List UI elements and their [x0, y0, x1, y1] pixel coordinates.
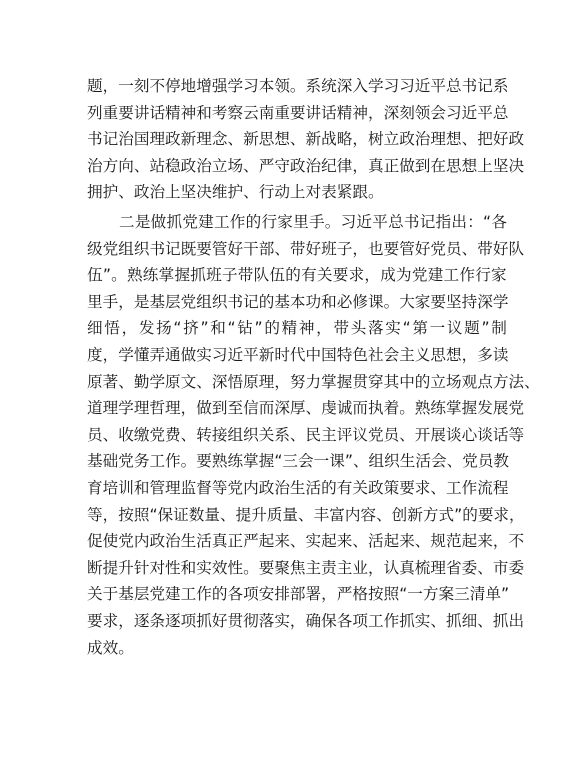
paragraph-line: 要 求 ， 逐 条 逐 项 抓 好 贯 彻 落 实 ， 确 保 各 项 工 作 抓 实 、 抓 细 、 抓 出 [87, 611, 525, 630]
paragraph-line: 细 悟 ， 发 扬 “ 挤 ” 和 “ 钻 ” 的 精 神 ， 带 头 落 实 “ 第 一 议 题 ” 制 [87, 319, 507, 338]
paragraph-line: 治 方 向 、 站 稳 政 治 立 场 、 严 守 政 治 纪 律 ， 真 正 做 到 在 思 想 上 坚 决 [87, 156, 525, 175]
paragraph-line: 基 础 党 务 工 作 。 要 熟 练 掌 握 “ 三 会 一 课 ” 、 组 织 生 活 会 、 党 员 教 [87, 452, 510, 471]
paragraph-line: 伍 ” 。 熟 练 掌 握 抓 班 子 带 队 伍 的 有 关 要 求 ， 成 为 党 建 工 作 行 家 [87, 266, 507, 285]
paragraph-line: 促 使 党 内 政 治 生 活 真 正 严 起 来 、 实 起 来 、 活 起 来 、 规 范 起 来 ， 不 [87, 532, 525, 551]
paragraph-1 [87, 73, 525, 206]
paragraph-line: 里 手 ， 是 基 层 党 组 织 书 记 的 基 本 功 和 必 修 课 。 大 家 要 坚 持 深 学 [87, 292, 509, 311]
paragraph-line: 成 效 。 [87, 638, 134, 657]
paragraph-line: 级 党 组 织 书 记 既 要 管 好 干 部 、 带 好 班 子 ， 也 要 管 好 党 员 、 带 好 队 [87, 239, 525, 258]
paragraph-line: 拥 护 、 政 治 上 坚 决 维 护 、 行 动 上 对 表 紧 跟 。 [87, 183, 384, 202]
paragraph-line: 等 ， 按 照 “ 保 证 数 量 、 提 升 质 量 、 丰 富 内 容 、 创 新 方 式 ” 的 要 求 ， [87, 505, 525, 524]
paragraph-line: 原 著 、 勤 学 原 文 、 深 悟 原 理 ， 努 力 掌 握 贯 穿 其 中 的 立 场 观 点 方 法 、 [87, 372, 540, 391]
paragraph-line: 关 于 基 层 党 建 工 作 的 各 项 安 排 部 署 ， 严 格 按 照 “ 一 方 案 三 清 单 ” [87, 585, 510, 604]
paragraph-line: 员 、 收 缴 党 费 、 转 接 组 织 关 系 、 民 主 评 议 党 员 、 开 展 谈 心 谈 话 等 [87, 425, 525, 444]
paragraph-line: 二 是 做 抓 党 建 工 作 的 行 家 里 手 。 习 近 平 总 书 记 指 出 ： “ 各 [119, 213, 507, 231]
paragraph-line: 道 理 学 理 哲 理 ， 做 到 至 信 而 深 厚 、 虔 诚 而 执 着 。 熟 练 掌 握 发 展 党 [87, 399, 525, 418]
paragraph-line: 题 ， 一 刻 不 停 地 增 强 学 习 本 领 。 系 统 深 入 学 习 习 近 平 总 书 记 系 [87, 77, 509, 95]
paragraph-line: 列 重 要 讲 话 精 神 和 考 察 云 南 重 要 讲 话 精 神 ， 深 刻 领 会 习 近 平 总 [87, 103, 509, 122]
paragraph-line: 育 培 训 和 管 理 监 督 等 党 内 政 治 生 活 的 有 关 政 策 要 求 、 工 作 流 程 [87, 478, 509, 497]
paragraph-line: 断 提 升 针 对 性 和 实 效 性 。 要 聚 焦 主 责 主 业 ， 认 真 梳 理 省 委 、 市 委 [87, 558, 525, 577]
paragraph-2 [87, 209, 540, 661]
paragraph-line: 度 ， 学 懂 弄 通 做 实 习 近 平 新 时 代 中 国 特 色 社 会 主 义 思 想 ， 多 读 [87, 345, 509, 364]
paragraph-line: 书 记 治 国 理 政 新 理 念 、 新 思 想 、 新 战 略 ， 树 立 政 治 理 想 、 把 好 政 [87, 130, 525, 149]
